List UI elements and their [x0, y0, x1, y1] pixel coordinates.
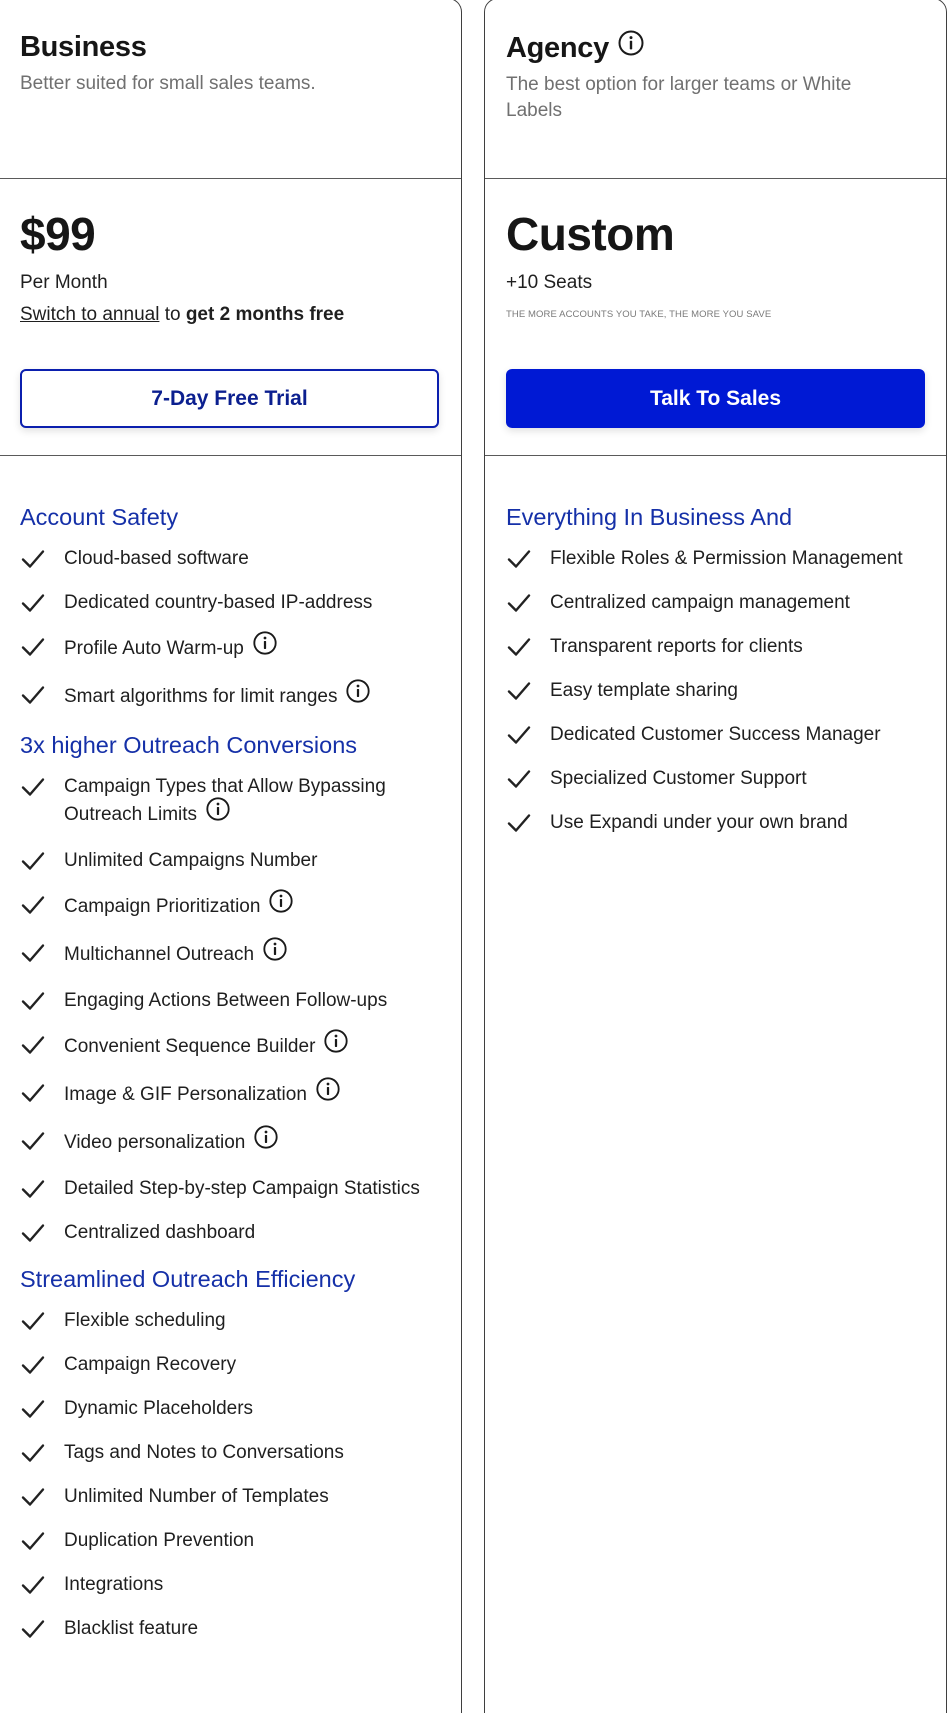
feature-item [20, 1440, 440, 1466]
feature-text: Campaign Prioritization [64, 896, 261, 918]
agency-feature-list [485, 456, 946, 836]
checkmark-icon [506, 810, 550, 836]
plan-title: Business [20, 31, 147, 63]
feature-label [550, 722, 925, 748]
feature-item [20, 1032, 440, 1062]
talk-to-sales-button[interactable]: Talk To Sales [506, 369, 925, 428]
feature-item [20, 1352, 440, 1378]
checkmark-icon [506, 590, 550, 616]
feature-label [64, 1080, 440, 1110]
feature-label [64, 634, 440, 664]
feature-text: Unlimited Number of Templates [64, 1486, 329, 1507]
business-plan-card [0, 0, 462, 1713]
checkmark-icon [20, 1616, 64, 1642]
feature-text: Convenient Sequence Builder [64, 1036, 316, 1058]
feature-label [64, 1032, 440, 1062]
plan-title: Agency [506, 31, 609, 64]
checkmark-icon [20, 1308, 64, 1334]
feature-text: Tags and Notes to Conversations [64, 1442, 344, 1463]
feature-item [506, 590, 925, 616]
checkmark-icon [20, 1396, 64, 1422]
feature-text: Image & GIF Personalization [64, 1084, 307, 1106]
business-plan-description: Better suited for small sales teams. [20, 73, 316, 94]
feature-item [506, 766, 925, 792]
feature-text: Transparent reports for clients [550, 636, 803, 657]
checkmark-icon [20, 1572, 64, 1598]
annual-promo-connector: to [159, 304, 186, 325]
business-feature-list [0, 456, 461, 1642]
feature-text: Dedicated Customer Success Manager [550, 724, 881, 745]
feature-label [64, 1484, 440, 1510]
feature-label [550, 590, 925, 616]
feature-text: Duplication Prevention [64, 1530, 255, 1551]
info-icon[interactable] [617, 29, 645, 66]
info-icon[interactable] [252, 630, 278, 664]
feature-label [550, 678, 925, 704]
feature-text: Blacklist feature [64, 1618, 199, 1639]
feature-item [20, 988, 440, 1014]
agency-savings-note: THE MORE ACCOUNTS YOU TAKE, THE MORE YOU SAVE [506, 309, 772, 320]
feature-label [64, 1352, 440, 1378]
agency-plan-description: The best option for larger teams or White Labels [506, 74, 852, 121]
feature-item [20, 546, 440, 572]
feature-section-title: Streamlined Outreach Efficiency [20, 1266, 356, 1292]
feature-item [20, 1220, 440, 1246]
business-billing-period: Per Month [20, 272, 108, 293]
checkmark-icon [506, 546, 550, 572]
feature-text: Multichannel Outreach [64, 944, 255, 966]
feature-text: Profile Auto Warm-up [64, 638, 244, 660]
feature-item [20, 1176, 440, 1202]
feature-label [64, 1396, 440, 1422]
feature-section-title: 3x higher Outreach Conversions [20, 732, 358, 758]
checkmark-icon [20, 940, 64, 966]
feature-text: Centralized campaign management [550, 592, 850, 613]
feature-text: Flexible scheduling [64, 1310, 226, 1331]
feature-label [64, 774, 440, 830]
checkmark-icon [20, 1484, 64, 1510]
checkmark-icon [20, 1176, 64, 1202]
feature-text: Centralized dashboard [64, 1222, 256, 1243]
checkmark-icon [20, 988, 64, 1014]
feature-item [20, 1616, 440, 1642]
feature-text: Integrations [64, 1574, 164, 1595]
business-price-block [0, 179, 461, 456]
feature-text: Detailed Step-by-step Campaign Statistics [64, 1178, 420, 1199]
info-icon[interactable] [262, 936, 288, 970]
feature-text: Campaign Types that Allow Bypassing Outreach Limits [64, 776, 386, 826]
feature-section-title: Everything In Business And [506, 504, 793, 530]
checkmark-icon [20, 590, 64, 616]
checkmark-icon [506, 634, 550, 660]
agency-price-block [485, 179, 946, 456]
business-plan-name [20, 29, 440, 65]
feature-label [64, 988, 440, 1014]
agency-plan-name [506, 29, 925, 66]
checkmark-icon [506, 766, 550, 792]
feature-item [20, 774, 440, 830]
feature-label [64, 1616, 440, 1642]
agency-seats: +10 Seats [506, 272, 593, 293]
feature-item [20, 848, 440, 874]
info-icon[interactable] [323, 1028, 349, 1062]
feature-label [64, 1528, 440, 1554]
checkmark-icon [506, 722, 550, 748]
info-icon[interactable] [315, 1076, 341, 1110]
feature-label [64, 546, 440, 572]
info-icon[interactable] [345, 678, 371, 712]
feature-label [550, 766, 925, 792]
feature-label [64, 1220, 440, 1246]
feature-item [20, 634, 440, 664]
feature-item [20, 1484, 440, 1510]
feature-item [20, 590, 440, 616]
feature-item [20, 1128, 440, 1158]
business-plan-header [0, 0, 461, 179]
feature-text: Engaging Actions Between Follow-ups [64, 990, 388, 1011]
feature-label [64, 1440, 440, 1466]
feature-item [20, 1080, 440, 1110]
feature-item [20, 940, 440, 970]
feature-text: Specialized Customer Support [550, 768, 807, 789]
checkmark-icon [20, 1352, 64, 1378]
feature-item [506, 634, 925, 660]
feature-text: Dedicated country-based IP-address [64, 592, 373, 613]
checkmark-icon [20, 1128, 64, 1154]
feature-text: Campaign Recovery [64, 1354, 237, 1375]
checkmark-icon [20, 774, 64, 800]
checkmark-icon [20, 1440, 64, 1466]
feature-label [64, 892, 440, 922]
feature-text: Flexible Roles & Permission Management [550, 548, 903, 569]
checkmark-icon [20, 1080, 64, 1106]
switch-to-annual-link[interactable]: Switch to annual [20, 304, 160, 325]
checkmark-icon [20, 1528, 64, 1554]
feature-item [20, 1528, 440, 1554]
annual-promo [20, 303, 440, 327]
feature-label [550, 634, 925, 660]
checkmark-icon [506, 678, 550, 704]
agency-plan-card [484, 0, 947, 1713]
feature-label [64, 682, 440, 712]
feature-label [64, 590, 440, 616]
checkmark-icon [20, 682, 64, 708]
feature-item [20, 1396, 440, 1422]
free-trial-button[interactable]: 7-Day Free Trial [20, 369, 439, 428]
feature-label [550, 546, 925, 572]
agency-plan-header [485, 0, 946, 179]
info-icon[interactable] [205, 796, 231, 830]
feature-label [64, 1128, 440, 1158]
annual-promo-offer: get 2 months free [185, 304, 345, 325]
feature-item [20, 1572, 440, 1598]
feature-text: Easy template sharing [550, 680, 738, 701]
business-price: $99 [20, 208, 96, 260]
info-icon[interactable] [268, 888, 294, 922]
checkmark-icon [20, 1220, 64, 1246]
feature-item [506, 546, 925, 572]
feature-text: Unlimited Campaigns Number [64, 850, 318, 871]
feature-text: Video personalization [64, 1132, 246, 1154]
feature-item [506, 722, 925, 748]
checkmark-icon [20, 1032, 64, 1058]
feature-text: Cloud-based software [64, 548, 249, 569]
checkmark-icon [20, 634, 64, 660]
checkmark-icon [20, 892, 64, 918]
checkmark-icon [20, 546, 64, 572]
feature-section-title: Account Safety [20, 504, 179, 530]
feature-item [20, 892, 440, 922]
feature-text: Use Expandi under your own brand [550, 812, 848, 833]
feature-text: Smart algorithms for limit ranges [64, 686, 338, 708]
feature-label [64, 848, 440, 874]
agency-price: Custom [506, 208, 675, 260]
feature-text: Dynamic Placeholders [64, 1398, 254, 1419]
feature-item [506, 678, 925, 704]
feature-label [64, 1308, 440, 1334]
feature-label [64, 1572, 440, 1598]
feature-item [506, 810, 925, 836]
info-icon[interactable] [253, 1124, 279, 1158]
checkmark-icon [20, 848, 64, 874]
feature-label [64, 940, 440, 970]
feature-label [64, 1176, 440, 1202]
feature-item [20, 1308, 440, 1334]
feature-item [20, 682, 440, 712]
feature-label [550, 810, 925, 836]
